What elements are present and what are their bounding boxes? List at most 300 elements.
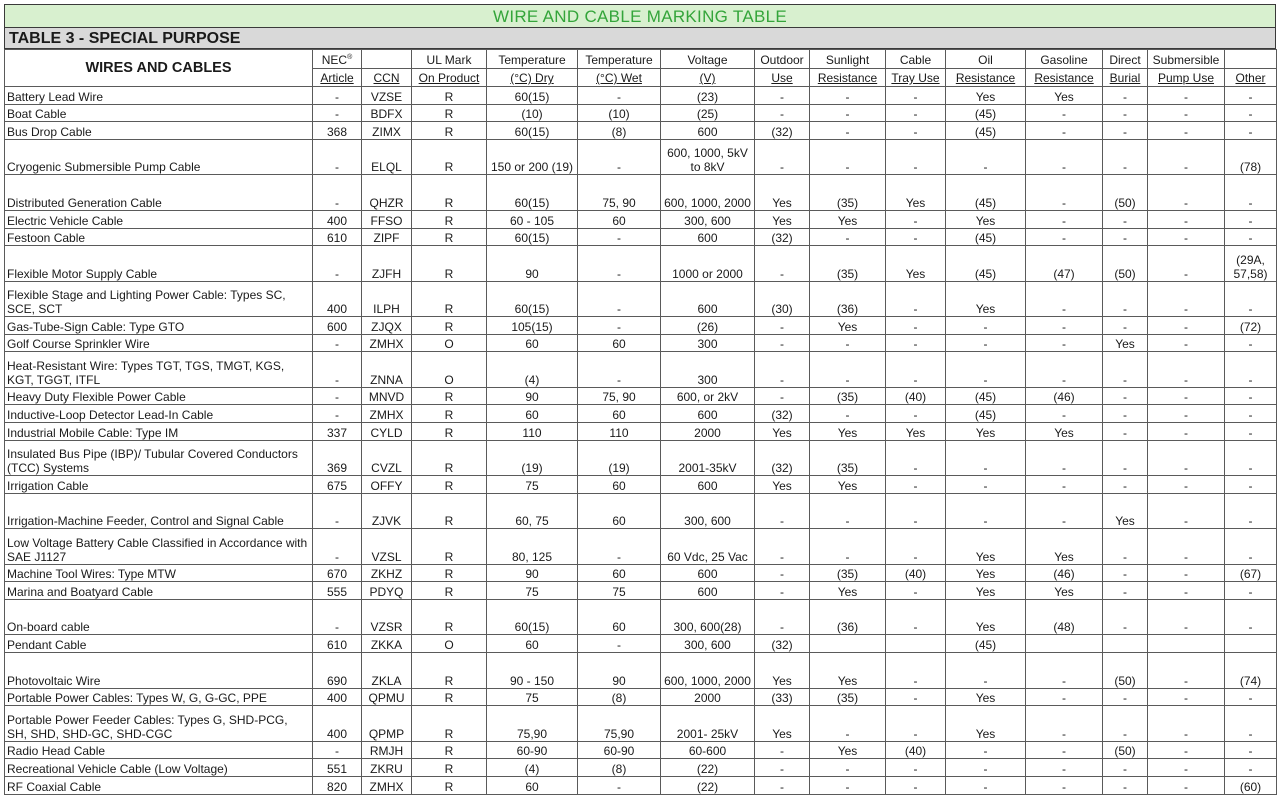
cable-tray-use: - — [886, 493, 946, 528]
gasoline-resistance: - — [1026, 334, 1103, 352]
cable-name: Irrigation-Machine Feeder, Control and Signal Cable — [5, 493, 313, 528]
cable-tray-use: - — [886, 529, 946, 564]
direct-burial: - — [1103, 582, 1148, 600]
sunlight-resistance: (35) — [810, 440, 886, 475]
ccn-code: FFSO — [362, 210, 412, 228]
voltage: 600 — [661, 122, 755, 140]
ccn-code: MNVD — [362, 387, 412, 405]
gasoline-resistance: Yes — [1026, 582, 1103, 600]
ul-mark: R — [412, 140, 487, 175]
other: - — [1225, 529, 1277, 564]
cable-tray-use: - — [886, 140, 946, 175]
direct-burial: - — [1103, 104, 1148, 122]
ccn-code: ZJQX — [362, 317, 412, 335]
sunlight-resistance: Yes — [810, 423, 886, 441]
temp-wet: 75,90 — [578, 706, 661, 741]
other: (72) — [1225, 317, 1277, 335]
nec-article: - — [313, 175, 362, 210]
nec-article: - — [313, 493, 362, 528]
temp-dry: 60 — [487, 776, 578, 794]
direct-burial: - — [1103, 476, 1148, 494]
other: - — [1225, 582, 1277, 600]
cable-tray-use: - — [886, 582, 946, 600]
outdoor-use: - — [755, 246, 810, 281]
cable-tray-use: - — [886, 653, 946, 688]
outdoor-use: - — [755, 87, 810, 105]
outdoor-use: - — [755, 104, 810, 122]
temp-dry: 80, 125 — [487, 529, 578, 564]
cable-name: Flexible Stage and Lighting Power Cable: Types SC, SCE, SCT — [5, 281, 313, 316]
col-header-tray: Cable — [886, 50, 946, 69]
oil-resistance: (45) — [946, 104, 1026, 122]
other: - — [1225, 476, 1277, 494]
temp-wet: (10) — [578, 104, 661, 122]
submersible-pump-use: - — [1148, 706, 1225, 741]
ccn-code: ZMHX — [362, 776, 412, 794]
gasoline-resistance: - — [1026, 405, 1103, 423]
table-banner: WIRE AND CABLE MARKING TABLE — [4, 4, 1276, 28]
temp-wet: 60 — [578, 600, 661, 635]
temp-wet: 60 — [578, 476, 661, 494]
submersible-pump-use: - — [1148, 387, 1225, 405]
cable-tray-use: - — [886, 122, 946, 140]
gasoline-resistance: Yes — [1026, 529, 1103, 564]
outdoor-use: - — [755, 600, 810, 635]
oil-resistance: Yes — [946, 706, 1026, 741]
temp-dry: 60 — [487, 635, 578, 653]
ccn-code: CVZL — [362, 440, 412, 475]
temp-wet: - — [578, 87, 661, 105]
sunlight-resistance: (35) — [810, 564, 886, 582]
nec-article: - — [313, 104, 362, 122]
cable-tray-use: - — [886, 440, 946, 475]
outdoor-use: (32) — [755, 228, 810, 246]
nec-article: 337 — [313, 423, 362, 441]
temp-wet: - — [578, 246, 661, 281]
outdoor-use: - — [755, 493, 810, 528]
table-row — [5, 564, 1277, 582]
ccn-code: PDYQ — [362, 582, 412, 600]
col-header-ccn-top — [362, 50, 412, 69]
cable-tray-use: Yes — [886, 423, 946, 441]
other: (78) — [1225, 140, 1277, 175]
submersible-pump-use: - — [1148, 529, 1225, 564]
gasoline-resistance: Yes — [1026, 87, 1103, 105]
nec-article: 610 — [313, 635, 362, 653]
submersible-pump-use: - — [1148, 352, 1225, 387]
direct-burial: - — [1103, 759, 1148, 777]
ul-mark: O — [412, 334, 487, 352]
voltage: (22) — [661, 759, 755, 777]
submersible-pump-use: - — [1148, 405, 1225, 423]
ul-mark: R — [412, 688, 487, 706]
nec-article: - — [313, 87, 362, 105]
outdoor-use: (32) — [755, 635, 810, 653]
cable-name: Festoon Cable — [5, 228, 313, 246]
other: - — [1225, 281, 1277, 316]
other: - — [1225, 352, 1277, 387]
ul-mark: O — [412, 352, 487, 387]
direct-burial: - — [1103, 122, 1148, 140]
gasoline-resistance: - — [1026, 688, 1103, 706]
submersible-pump-use: - — [1148, 423, 1225, 441]
oil-resistance: - — [946, 334, 1026, 352]
ccn-code: OFFY — [362, 476, 412, 494]
gasoline-resistance: (48) — [1026, 600, 1103, 635]
oil-resistance: (45) — [946, 246, 1026, 281]
direct-burial: - — [1103, 281, 1148, 316]
submersible-pump-use: - — [1148, 582, 1225, 600]
ul-mark: R — [412, 246, 487, 281]
table-row — [5, 87, 1277, 105]
ul-mark: R — [412, 706, 487, 741]
ccn-code: ZIPF — [362, 228, 412, 246]
table-row — [5, 635, 1277, 653]
cable-name: Photovoltaic Wire — [5, 653, 313, 688]
temp-wet: - — [578, 529, 661, 564]
temp-dry: 90 — [487, 564, 578, 582]
outdoor-use: (32) — [755, 440, 810, 475]
outdoor-use: - — [755, 529, 810, 564]
temp-dry: 60 — [487, 405, 578, 423]
ul-mark: R — [412, 87, 487, 105]
submersible-pump-use: - — [1148, 122, 1225, 140]
outdoor-use: - — [755, 387, 810, 405]
oil-resistance: - — [946, 140, 1026, 175]
oil-resistance: - — [946, 776, 1026, 794]
sunlight-resistance: Yes — [810, 653, 886, 688]
direct-burial: - — [1103, 210, 1148, 228]
outdoor-use: (33) — [755, 688, 810, 706]
sunlight-resistance — [810, 635, 886, 653]
temp-wet: - — [578, 776, 661, 794]
table-row — [5, 228, 1277, 246]
temp-wet: - — [578, 140, 661, 175]
gasoline-resistance: - — [1026, 175, 1103, 210]
other: (67) — [1225, 564, 1277, 582]
sunlight-resistance: - — [810, 776, 886, 794]
cable-tray-use: - — [886, 706, 946, 741]
cable-tray-use: - — [886, 352, 946, 387]
gasoline-resistance: - — [1026, 104, 1103, 122]
direct-burial: Yes — [1103, 493, 1148, 528]
nec-article: - — [313, 334, 362, 352]
direct-burial: - — [1103, 87, 1148, 105]
col-header-other: Other — [1225, 69, 1277, 87]
nec-article: - — [313, 405, 362, 423]
ul-mark: R — [412, 317, 487, 335]
submersible-pump-use: - — [1148, 104, 1225, 122]
voltage: 600 — [661, 228, 755, 246]
submersible-pump-use: - — [1148, 140, 1225, 175]
submersible-pump-use: - — [1148, 317, 1225, 335]
ul-mark: R — [412, 440, 487, 475]
table-row — [5, 210, 1277, 228]
sunlight-resistance: - — [810, 140, 886, 175]
sunlight-resistance: (35) — [810, 688, 886, 706]
ccn-code: ZJVK — [362, 493, 412, 528]
temp-wet: 60 — [578, 493, 661, 528]
cable-tray-use: (40) — [886, 387, 946, 405]
outdoor-use: - — [755, 352, 810, 387]
outdoor-use: - — [755, 741, 810, 759]
ccn-code: QPMP — [362, 706, 412, 741]
temp-wet: 60 — [578, 210, 661, 228]
direct-burial: - — [1103, 440, 1148, 475]
outdoor-use: Yes — [755, 653, 810, 688]
direct-burial — [1103, 635, 1148, 653]
sunlight-resistance: (36) — [810, 281, 886, 316]
voltage: 300, 600 — [661, 635, 755, 653]
temp-dry: 75,90 — [487, 706, 578, 741]
nec-article: - — [313, 600, 362, 635]
cable-name: Radio Head Cable — [5, 741, 313, 759]
other: - — [1225, 387, 1277, 405]
ul-mark: O — [412, 635, 487, 653]
ul-mark: R — [412, 582, 487, 600]
oil-resistance: - — [946, 440, 1026, 475]
sunlight-resistance: - — [810, 104, 886, 122]
temp-dry: 60(15) — [487, 87, 578, 105]
gasoline-resistance: - — [1026, 440, 1103, 475]
nec-article: 551 — [313, 759, 362, 777]
table-row — [5, 352, 1277, 387]
temp-wet: - — [578, 228, 661, 246]
cable-name: Flexible Motor Supply Cable — [5, 246, 313, 281]
nec-article: - — [313, 140, 362, 175]
voltage: 2000 — [661, 688, 755, 706]
sunlight-resistance: - — [810, 529, 886, 564]
gasoline-resistance — [1026, 635, 1103, 653]
voltage: (26) — [661, 317, 755, 335]
voltage: 600 — [661, 476, 755, 494]
temp-wet: - — [578, 317, 661, 335]
direct-burial: (50) — [1103, 741, 1148, 759]
gasoline-resistance: - — [1026, 653, 1103, 688]
header-row-top — [5, 50, 1277, 69]
other: - — [1225, 122, 1277, 140]
voltage: (22) — [661, 776, 755, 794]
gasoline-resistance: Yes — [1026, 423, 1103, 441]
ccn-code: QHZR — [362, 175, 412, 210]
gasoline-resistance: - — [1026, 281, 1103, 316]
table-row — [5, 175, 1277, 210]
ccn-code: CYLD — [362, 423, 412, 441]
other: (29A, 57,58) — [1225, 246, 1277, 281]
oil-resistance: - — [946, 317, 1026, 335]
temp-wet: (19) — [578, 440, 661, 475]
cable-name: Portable Power Cables: Types W, G, G-GC, PPE — [5, 688, 313, 706]
gasoline-resistance: (47) — [1026, 246, 1103, 281]
temp-dry: 60(15) — [487, 175, 578, 210]
other: - — [1225, 87, 1277, 105]
cable-name: RF Coaxial Cable — [5, 776, 313, 794]
cable-name: Machine Tool Wires: Type MTW — [5, 564, 313, 582]
temp-dry: 60(15) — [487, 122, 578, 140]
cable-name: Electric Vehicle Cable — [5, 210, 313, 228]
marking-table-page — [4, 4, 1276, 795]
voltage: (25) — [661, 104, 755, 122]
oil-resistance: (45) — [946, 228, 1026, 246]
sunlight-resistance: Yes — [810, 582, 886, 600]
ccn-code: ZKKA — [362, 635, 412, 653]
other: (74) — [1225, 653, 1277, 688]
cable-tray-use: (40) — [886, 564, 946, 582]
col-header-burial: Direct — [1103, 50, 1148, 69]
temp-wet: 60-90 — [578, 741, 661, 759]
nec-article: 400 — [313, 281, 362, 316]
cable-name: Portable Power Feeder Cables: Types G, SHD-PCG, SH, SHD, SHD-GC, SHD-CGC — [5, 706, 313, 741]
table-row — [5, 776, 1277, 794]
temp-dry: 60 — [487, 334, 578, 352]
oil-resistance: Yes — [946, 281, 1026, 316]
ccn-code: BDFX — [362, 104, 412, 122]
submersible-pump-use: - — [1148, 653, 1225, 688]
table-row — [5, 440, 1277, 475]
ul-mark: R — [412, 529, 487, 564]
other: (60) — [1225, 776, 1277, 794]
oil-resistance: (45) — [946, 175, 1026, 210]
temp-wet: 60 — [578, 564, 661, 582]
voltage: 600, 1000, 2000 — [661, 653, 755, 688]
ccn-code: ZKRU — [362, 759, 412, 777]
temp-dry: 75 — [487, 582, 578, 600]
sunlight-resistance: - — [810, 122, 886, 140]
temp-dry: 75 — [487, 688, 578, 706]
outdoor-use: (32) — [755, 405, 810, 423]
oil-resistance: Yes — [946, 688, 1026, 706]
col-header-ulmark: UL Mark — [412, 50, 487, 69]
nec-article: - — [313, 387, 362, 405]
other: - — [1225, 688, 1277, 706]
table-row — [5, 104, 1277, 122]
outdoor-use: Yes — [755, 423, 810, 441]
sunlight-resistance: (36) — [810, 600, 886, 635]
sunlight-resistance: Yes — [810, 741, 886, 759]
temp-wet: 110 — [578, 423, 661, 441]
sunlight-resistance: - — [810, 228, 886, 246]
direct-burial: (50) — [1103, 246, 1148, 281]
outdoor-use: Yes — [755, 175, 810, 210]
table-row — [5, 334, 1277, 352]
temp-wet: (8) — [578, 122, 661, 140]
cable-name: Gas-Tube-Sign Cable: Type GTO — [5, 317, 313, 335]
direct-burial: - — [1103, 405, 1148, 423]
other: - — [1225, 741, 1277, 759]
oil-resistance: - — [946, 493, 1026, 528]
nec-article: 675 — [313, 476, 362, 494]
table-subtitle: TABLE 3 - SPECIAL PURPOSE — [4, 28, 1276, 49]
ul-mark: R — [412, 776, 487, 794]
ccn-code: ILPH — [362, 281, 412, 316]
direct-burial: - — [1103, 228, 1148, 246]
voltage: 600 — [661, 564, 755, 582]
other: - — [1225, 228, 1277, 246]
gasoline-resistance: - — [1026, 741, 1103, 759]
cable-tray-use: - — [886, 405, 946, 423]
submersible-pump-use: - — [1148, 87, 1225, 105]
other: - — [1225, 423, 1277, 441]
gasoline-resistance: - — [1026, 776, 1103, 794]
gasoline-resistance: (46) — [1026, 564, 1103, 582]
oil-resistance: Yes — [946, 210, 1026, 228]
cable-name: Marina and Boatyard Cable — [5, 582, 313, 600]
outdoor-use: - — [755, 582, 810, 600]
temp-wet: 60 — [578, 405, 661, 423]
table-row — [5, 140, 1277, 175]
outdoor-use: (30) — [755, 281, 810, 316]
outdoor-use: - — [755, 317, 810, 335]
temp-dry: 60 - 105 — [487, 210, 578, 228]
direct-burial: - — [1103, 706, 1148, 741]
cable-name: Inductive-Loop Detector Lead-In Cable — [5, 405, 313, 423]
voltage: 1000 or 2000 — [661, 246, 755, 281]
voltage: 60-600 — [661, 741, 755, 759]
col-header-temp-dry-sub: (°C) Dry — [487, 69, 578, 87]
table-row — [5, 706, 1277, 741]
ul-mark: R — [412, 564, 487, 582]
table-row — [5, 582, 1277, 600]
ul-mark: R — [412, 476, 487, 494]
col-header-burial-sub: Burial — [1103, 69, 1148, 87]
col-header-temp-wet-sub: (°C) Wet — [578, 69, 661, 87]
nec-article: 400 — [313, 688, 362, 706]
voltage: 600 — [661, 281, 755, 316]
nec-article: - — [313, 741, 362, 759]
ccn-code: ZKHZ — [362, 564, 412, 582]
submersible-pump-use — [1148, 635, 1225, 653]
ul-mark: R — [412, 741, 487, 759]
temp-wet: - — [578, 635, 661, 653]
submersible-pump-use: - — [1148, 175, 1225, 210]
nec-article: 690 — [313, 653, 362, 688]
ccn-code: RMJH — [362, 741, 412, 759]
submersible-pump-use: - — [1148, 759, 1225, 777]
cable-name: On-board cable — [5, 600, 313, 635]
oil-resistance: Yes — [946, 564, 1026, 582]
ccn-code: QPMU — [362, 688, 412, 706]
other — [1225, 635, 1277, 653]
table-body — [5, 87, 1277, 795]
ul-mark: R — [412, 600, 487, 635]
submersible-pump-use: - — [1148, 776, 1225, 794]
cable-tray-use: - — [886, 317, 946, 335]
ccn-code: ZJFH — [362, 246, 412, 281]
voltage: 300 — [661, 352, 755, 387]
sunlight-resistance: (35) — [810, 175, 886, 210]
nec-article: 369 — [313, 440, 362, 475]
outdoor-use: - — [755, 759, 810, 777]
sunlight-resistance: - — [810, 334, 886, 352]
table-row — [5, 688, 1277, 706]
submersible-pump-use: - — [1148, 228, 1225, 246]
table-row — [5, 741, 1277, 759]
voltage: 300, 600 — [661, 493, 755, 528]
temp-dry: 60(15) — [487, 228, 578, 246]
oil-resistance: (45) — [946, 635, 1026, 653]
cable-name: Industrial Mobile Cable: Type IM — [5, 423, 313, 441]
table-row — [5, 653, 1277, 688]
cable-name: Insulated Bus Pipe (IBP)/ Tubular Covered Conductors (TCC) Systems — [5, 440, 313, 475]
submersible-pump-use: - — [1148, 476, 1225, 494]
col-header-temp-dry: Temperature — [487, 50, 578, 69]
temp-wet: 90 — [578, 653, 661, 688]
other: - — [1225, 440, 1277, 475]
registered-mark: ® — [347, 54, 353, 61]
col-header-gasoline-sub: Resistance — [1026, 69, 1103, 87]
direct-burial: - — [1103, 352, 1148, 387]
nec-article: 555 — [313, 582, 362, 600]
